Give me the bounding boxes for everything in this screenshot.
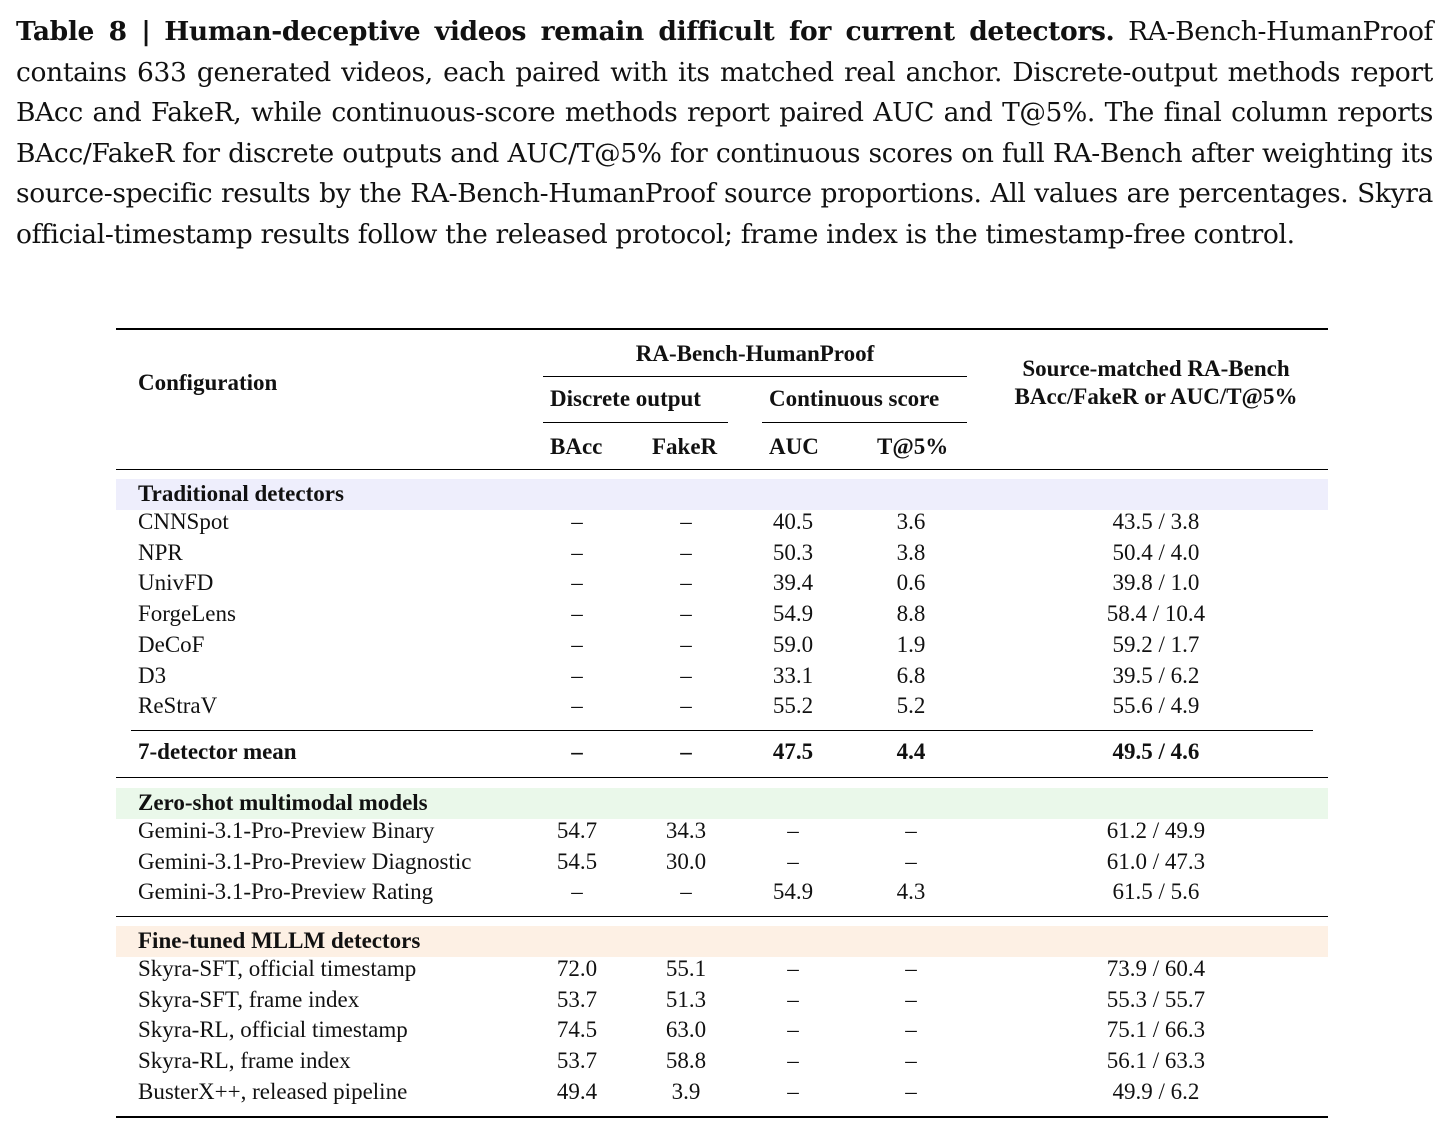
cell-faker: – bbox=[680, 739, 692, 764]
header-discrete: Discrete output bbox=[550, 386, 701, 411]
cell-bacc: 72.0 bbox=[556, 956, 598, 981]
cell-src: 39.5 / 6.2 bbox=[1112, 662, 1200, 688]
table-row bbox=[116, 632, 1328, 663]
cell-bacc: 74.5 bbox=[556, 1017, 598, 1043]
cell-faker: 3.9 bbox=[671, 1078, 701, 1104]
config-name: Gemini-3.1-Pro-Preview Rating bbox=[138, 879, 434, 905]
cell-auc: 54.9 bbox=[772, 601, 814, 627]
config-name: Skyra-RL, frame index bbox=[138, 1048, 351, 1074]
cell-bacc: – bbox=[571, 539, 583, 565]
cell-bacc: – bbox=[571, 631, 583, 657]
cell-bacc: 49.4 bbox=[556, 1078, 598, 1104]
table-row bbox=[116, 663, 1328, 694]
section-label: Zero-shot multimodal models bbox=[138, 790, 428, 815]
cell-t5: – bbox=[905, 986, 917, 1012]
config-name: CNNSpot bbox=[138, 509, 229, 534]
cell-bacc: – bbox=[571, 509, 583, 534]
header-source-line1: Source-matched RA-Bench bbox=[1022, 356, 1290, 381]
header-t5: T@5% bbox=[877, 434, 949, 459]
cell-bacc: – bbox=[571, 739, 583, 764]
cell-faker: – bbox=[680, 570, 692, 596]
section-rule bbox=[116, 916, 1328, 917]
table-row bbox=[116, 849, 1328, 880]
cell-src: 43.5 / 3.8 bbox=[1112, 509, 1200, 534]
cell-bacc: – bbox=[571, 879, 583, 905]
table-top-rule bbox=[116, 328, 1328, 330]
config-name: D3 bbox=[138, 662, 167, 688]
table-row bbox=[116, 540, 1328, 571]
cell-faker: – bbox=[680, 879, 692, 905]
cell-bacc: 53.7 bbox=[556, 986, 598, 1012]
table-row bbox=[116, 601, 1328, 632]
section-band bbox=[116, 926, 1328, 957]
config-name: NPR bbox=[138, 539, 183, 565]
cell-src: 75.1 / 66.3 bbox=[1106, 1017, 1206, 1043]
cell-t5: 3.8 bbox=[896, 539, 926, 565]
cell-auc: – bbox=[787, 1017, 799, 1043]
section-rule bbox=[116, 777, 1328, 778]
header-configuration: Configuration bbox=[138, 370, 278, 395]
header-discrete-rule bbox=[543, 422, 728, 423]
cell-auc: – bbox=[787, 848, 799, 874]
table-row bbox=[116, 956, 1328, 987]
header-source-line2: BAcc/FakeR or AUC/T@5% bbox=[1014, 384, 1298, 409]
cell-bacc: 53.7 bbox=[556, 1048, 598, 1074]
cell-t5: – bbox=[905, 1078, 917, 1104]
cell-faker: – bbox=[680, 631, 692, 657]
header-bacc: BAcc bbox=[550, 434, 603, 459]
cell-t5: 6.8 bbox=[896, 662, 926, 688]
cell-bacc: 54.7 bbox=[556, 818, 598, 843]
header-faker: FakeR bbox=[652, 434, 718, 459]
cell-t5: 5.2 bbox=[896, 693, 926, 719]
caption-title: Human-deceptive videos remain difficult for current detectors. bbox=[164, 16, 1115, 47]
cell-bacc: 54.5 bbox=[556, 848, 598, 874]
config-name: Skyra-RL, official timestamp bbox=[138, 1017, 408, 1043]
cell-faker: – bbox=[680, 539, 692, 565]
cell-src: 61.0 / 47.3 bbox=[1106, 848, 1206, 874]
config-name: ReStraV bbox=[138, 693, 218, 719]
cell-auc: 39.4 bbox=[772, 570, 814, 596]
cell-faker: – bbox=[680, 693, 692, 719]
cell-t5: 4.3 bbox=[896, 879, 926, 905]
cell-auc: 59.0 bbox=[772, 631, 814, 657]
mean-row bbox=[116, 739, 1328, 770]
table-row bbox=[116, 1017, 1328, 1048]
cell-src: 59.2 / 1.7 bbox=[1112, 631, 1200, 657]
header-group-rule bbox=[543, 376, 967, 377]
table-row bbox=[116, 818, 1328, 849]
section-label: Traditional detectors bbox=[138, 481, 344, 506]
cell-t5: – bbox=[905, 1017, 917, 1043]
cell-faker: 30.0 bbox=[665, 848, 707, 874]
cell-faker: – bbox=[680, 601, 692, 627]
cell-bacc: – bbox=[571, 693, 583, 719]
header-auc: AUC bbox=[769, 434, 819, 459]
cell-auc: 55.2 bbox=[772, 693, 814, 719]
config-name: Skyra-SFT, frame index bbox=[138, 986, 360, 1012]
cell-auc: – bbox=[787, 1078, 799, 1104]
cell-bacc: – bbox=[571, 662, 583, 688]
table-row bbox=[116, 987, 1328, 1018]
cell-src: 56.1 / 63.3 bbox=[1106, 1048, 1206, 1074]
cell-t5: – bbox=[905, 1048, 917, 1074]
cell-auc: 40.5 bbox=[772, 509, 814, 534]
cell-auc: – bbox=[787, 956, 799, 981]
cell-bacc: – bbox=[571, 570, 583, 596]
config-name: UnivFD bbox=[138, 570, 214, 596]
cell-faker: 58.8 bbox=[665, 1048, 707, 1074]
cell-src: 55.6 / 4.9 bbox=[1112, 693, 1200, 719]
section-band bbox=[116, 479, 1328, 510]
cell-t5: 3.6 bbox=[896, 509, 926, 534]
cell-src: 49.5 / 4.6 bbox=[1112, 739, 1200, 764]
cell-t5: 8.8 bbox=[896, 601, 926, 627]
caption-label: Table 8 | bbox=[16, 16, 151, 47]
cell-t5: – bbox=[905, 818, 917, 843]
cell-faker: 55.1 bbox=[665, 956, 707, 981]
cell-src: 58.4 / 10.4 bbox=[1106, 601, 1206, 627]
caption-text: RA-Bench-HumanProof contains 633 generated videos, each paired with its matched real anchor. Discrete-output methods report BAcc and FakeR, while continuous-score methods report paired AUC and T@5%. The final column reports BAcc/FakeR for discrete outputs and AUC/T@5% for continuous scores on full RA-Bench after weighting its source-specific results by the RA-Bench-HumanProof source proportions. All values are percentages. Skyra official-timestamp results follow the released protocol; frame index is the timestamp-free control. bbox=[16, 16, 1434, 250]
header-group: RA-Bench-HumanProof bbox=[635, 341, 875, 366]
config-name: Gemini-3.1-Pro-Preview Diagnostic bbox=[138, 848, 472, 874]
config-name: BusterX++, released pipeline bbox=[138, 1078, 408, 1104]
cell-src: 61.2 / 49.9 bbox=[1106, 818, 1206, 843]
cell-src: 50.4 / 4.0 bbox=[1112, 539, 1200, 565]
table-row bbox=[116, 1048, 1328, 1079]
table-caption bbox=[16, 12, 1433, 255]
mean-rule bbox=[131, 730, 1313, 731]
cell-auc: 54.9 bbox=[772, 879, 814, 905]
cell-t5: 4.4 bbox=[896, 739, 926, 764]
cell-bacc: – bbox=[571, 601, 583, 627]
cell-src: 49.9 / 6.2 bbox=[1112, 1078, 1200, 1104]
table-row bbox=[116, 509, 1328, 540]
cell-faker: – bbox=[680, 662, 692, 688]
cell-auc: 33.1 bbox=[772, 662, 814, 688]
config-name: DeCoF bbox=[138, 631, 205, 657]
cell-auc: – bbox=[787, 818, 799, 843]
table-row bbox=[116, 879, 1328, 910]
cell-src: 73.9 / 60.4 bbox=[1106, 956, 1206, 981]
table-row bbox=[116, 570, 1328, 601]
table-bottom-rule bbox=[116, 1116, 1328, 1118]
cell-src: 39.8 / 1.0 bbox=[1112, 570, 1200, 596]
cell-faker: 51.3 bbox=[665, 986, 707, 1012]
cell-auc: – bbox=[787, 986, 799, 1012]
cell-src: 61.5 / 5.6 bbox=[1112, 879, 1200, 905]
config-name: Skyra-SFT, official timestamp bbox=[138, 956, 417, 981]
cell-t5: 1.9 bbox=[896, 631, 926, 657]
cell-t5: – bbox=[905, 848, 917, 874]
header-continuous: Continuous score bbox=[769, 386, 940, 411]
cell-auc: 50.3 bbox=[772, 539, 814, 565]
header-continuous-rule bbox=[762, 422, 967, 423]
cell-faker: – bbox=[680, 509, 692, 534]
cell-auc: 47.5 bbox=[772, 739, 814, 764]
table-row bbox=[116, 693, 1328, 724]
cell-faker: 63.0 bbox=[665, 1017, 707, 1043]
cell-src: 55.3 / 55.7 bbox=[1106, 986, 1206, 1012]
section-label: Fine-tuned MLLM detectors bbox=[138, 928, 421, 953]
cell-faker: 34.3 bbox=[665, 818, 707, 843]
header-bottom-rule bbox=[116, 469, 1328, 470]
table-row bbox=[116, 1079, 1328, 1110]
config-name: 7-detector mean bbox=[138, 739, 297, 764]
cell-t5: 0.6 bbox=[896, 570, 926, 596]
config-name: ForgeLens bbox=[138, 601, 236, 627]
cell-auc: – bbox=[787, 1048, 799, 1074]
config-name: Gemini-3.1-Pro-Preview Binary bbox=[138, 818, 435, 843]
cell-t5: – bbox=[905, 956, 917, 981]
section-band bbox=[116, 788, 1328, 819]
